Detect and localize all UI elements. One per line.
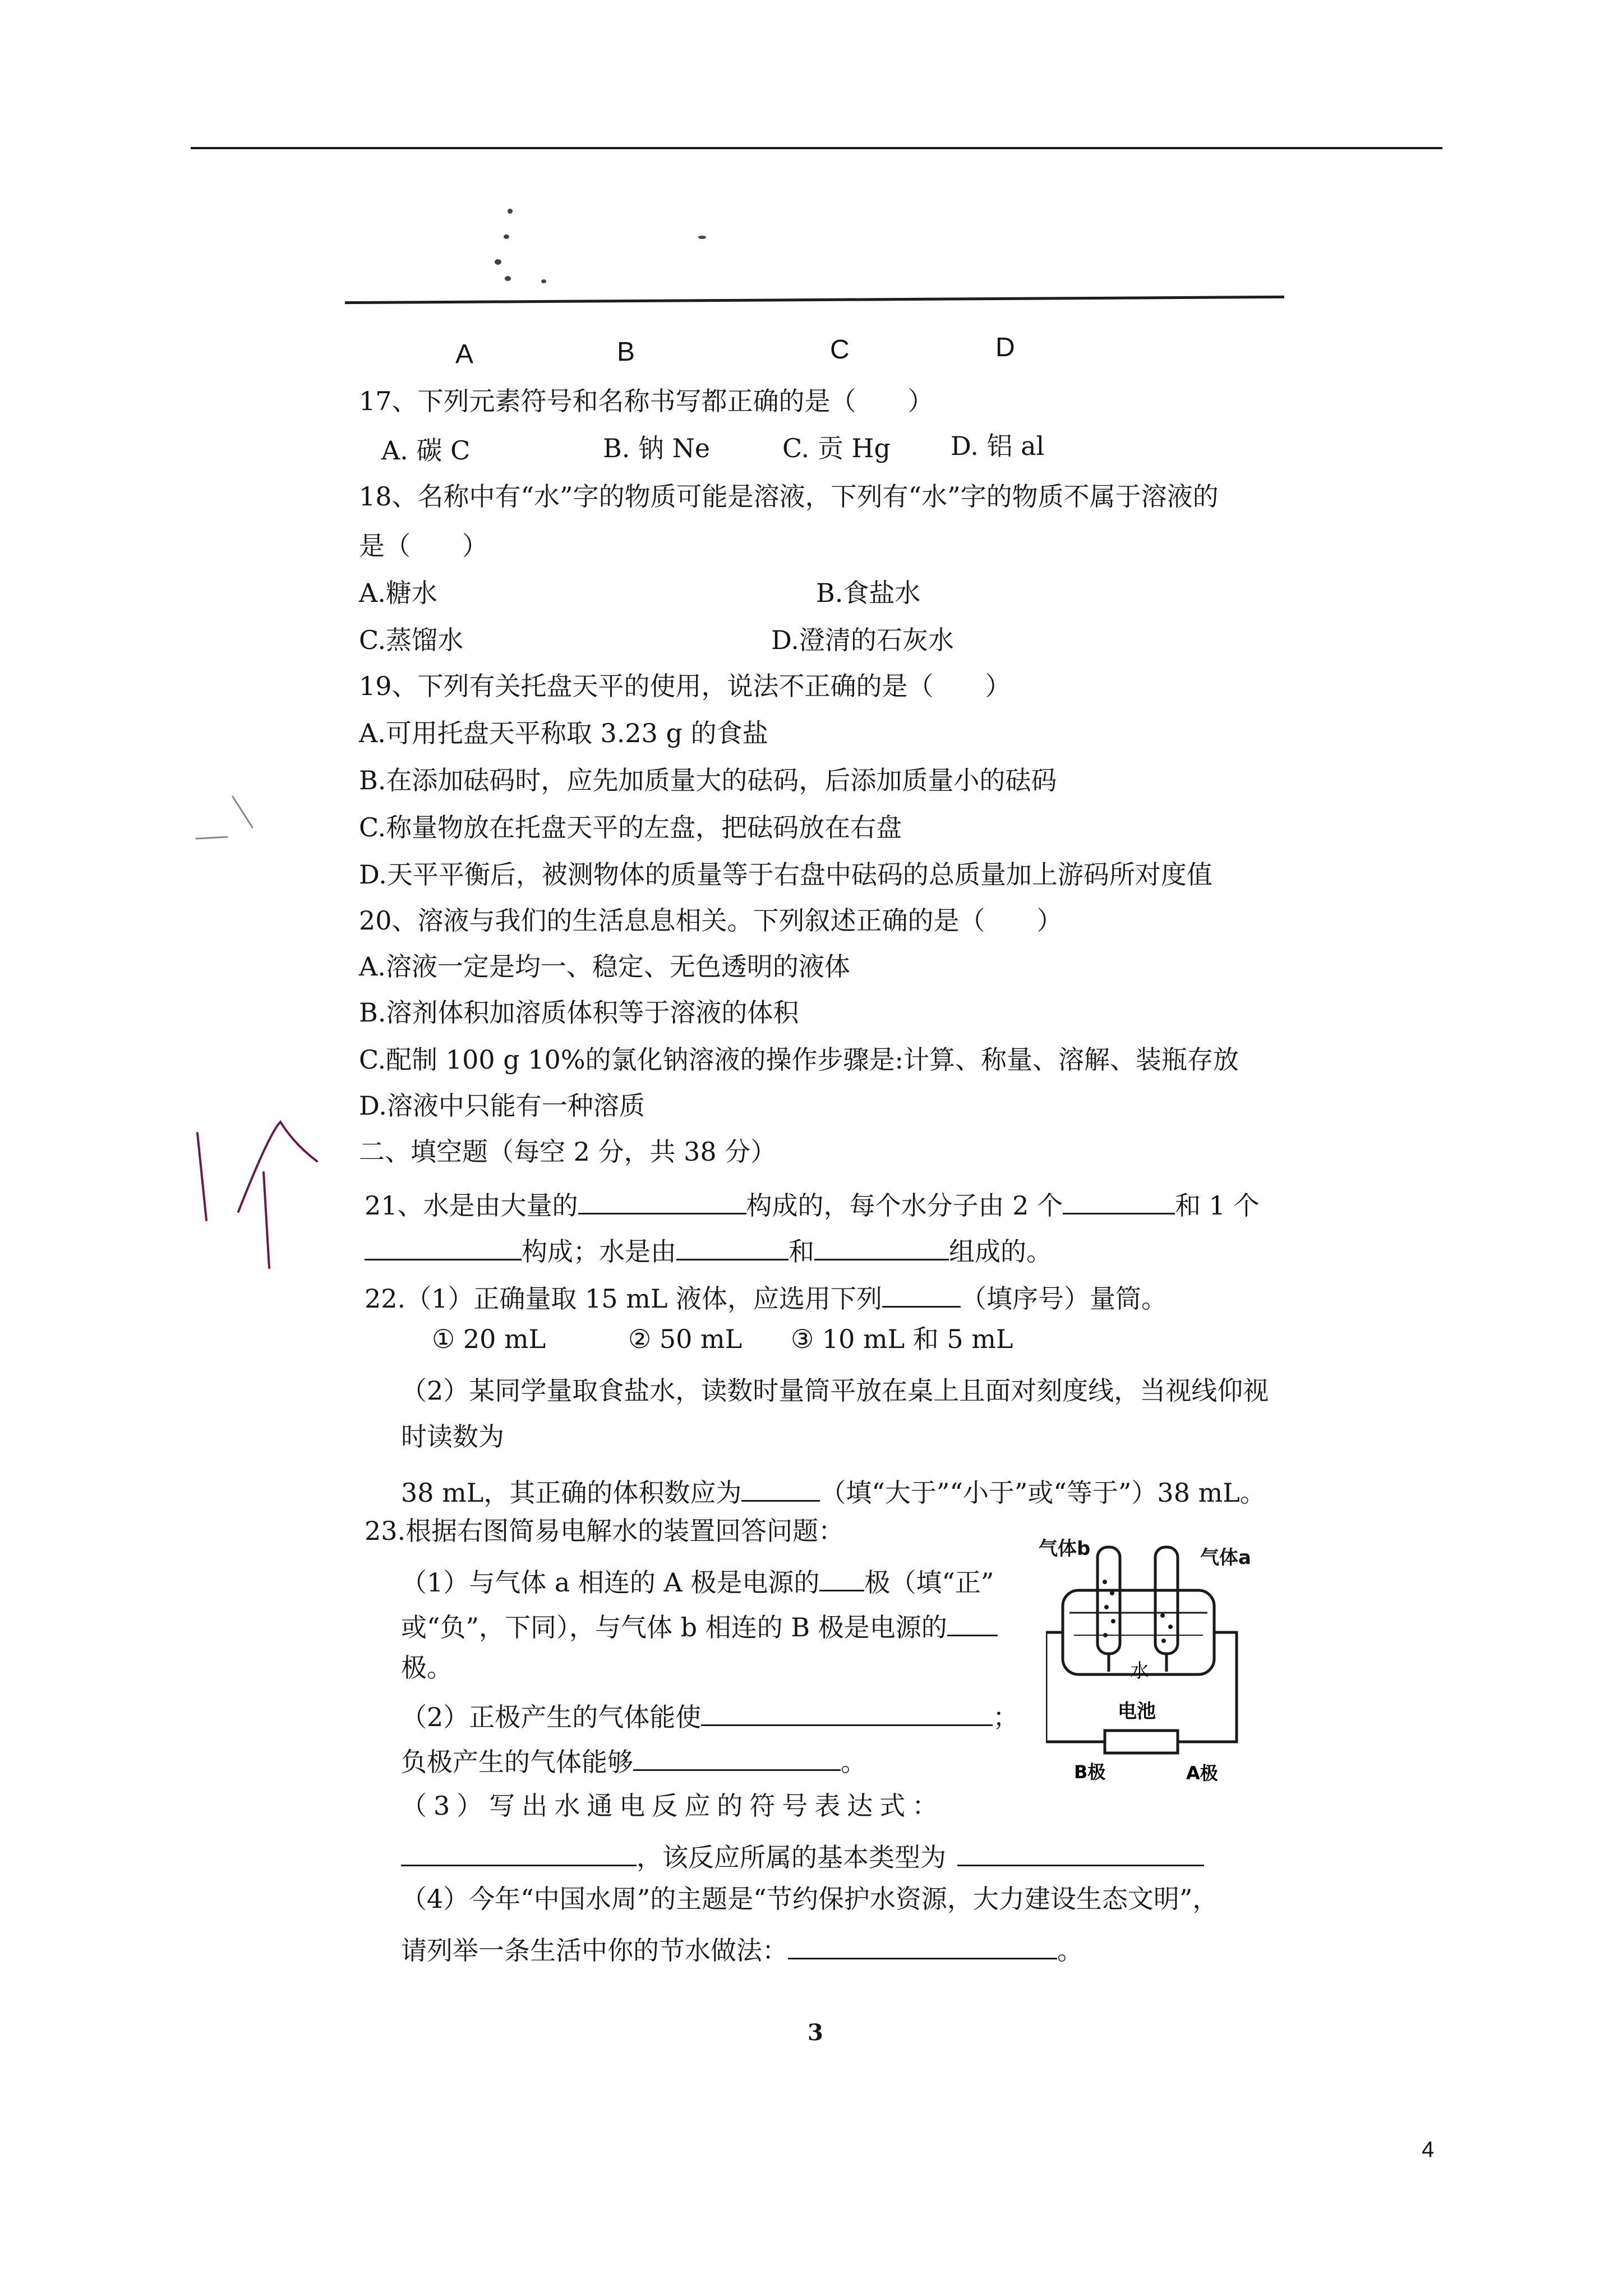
choice-label-c: C <box>830 335 850 365</box>
diagram-label-gas-a: 气体a <box>1200 1547 1251 1569</box>
battery-box <box>1105 1731 1178 1753</box>
q17-option-c: C. 贡 Hg <box>782 433 891 463</box>
q23-sub3-line1: （3）写出水通电反应的符号表达式： <box>401 1791 945 1821</box>
q23-sub4-text-c: 。 <box>1057 1935 1083 1966</box>
diagram-label-a-pole: A极 <box>1186 1763 1218 1784</box>
wire-right <box>1178 1632 1237 1742</box>
q21-blank-3[interactable] <box>365 1234 522 1260</box>
q23-sub1-text-a: （1）与气体 a 相连的 A 极是电源的 <box>401 1567 820 1598</box>
q23-sub4-line1: （4）今年“中国水周”的主题是“节约保护水资源，大力建设生态文明”， <box>401 1884 1219 1914</box>
q18-stem-line2: 是（ ） <box>359 531 488 561</box>
diagram-label-battery: 电池 <box>1118 1700 1156 1723</box>
q23-sub4-text-b: 请列举一条生活中你的节水做法： <box>401 1935 788 1966</box>
section-2-title: 二、填空题（每空 2 分，共 38 分） <box>359 1137 777 1167</box>
q18-option-a: A.糖水 <box>359 578 437 608</box>
q23-sub3-text-b: ，该反应所属的基本类型为 <box>637 1842 946 1872</box>
q23-blank-4[interactable] <box>633 1745 841 1771</box>
q20-option-a: A.溶液一定是均一、稳定、无色透明的液体 <box>359 951 850 982</box>
q20-stem: 20、溶液与我们的生活息息相关。下列叙述正确的是（ ） <box>359 905 1063 936</box>
electrolysis-diagram <box>1046 1537 1253 1801</box>
test-tube-a <box>1155 1547 1178 1654</box>
q23-sub2-text-b: ； <box>993 1702 1019 1732</box>
q21-text-5: 和 <box>789 1236 814 1267</box>
q22-part2-line1: （2）某同学量取食盐水，读数时量筒平放在桌上且面对刻度线，当视线仰视 <box>401 1375 1269 1406</box>
q22-part2-line3 <box>401 1475 1266 1506</box>
q22-blank-2[interactable] <box>741 1475 820 1502</box>
q23-blank-7[interactable] <box>788 1933 1057 1959</box>
pen-mark <box>185 785 269 853</box>
q21-text-2: 构成的，每个水分子由 2 个 <box>746 1190 1063 1221</box>
q20-option-d: D.溶液中只能有一种溶质 <box>359 1091 645 1121</box>
q23-stem: 23.根据右图简易电解水的装置回答问题： <box>365 1516 845 1546</box>
q22-part1-text-b: （填序号）量筒。 <box>961 1283 1167 1314</box>
q21-blank-4[interactable] <box>676 1234 789 1260</box>
q17-stem: 17、下列元素符号和名称书写都正确的是（ ） <box>359 386 934 416</box>
q23-sub3-line2 <box>401 1840 1204 1870</box>
q21-blank-2[interactable] <box>1063 1188 1175 1214</box>
document-page-number: 4 <box>1422 2137 1435 2162</box>
q23-sub1-line3: 极。 <box>401 1653 453 1683</box>
q21-text-3: 和 1 个 <box>1175 1190 1260 1221</box>
q23-sub2-text-a: （2）正极产生的气体能使 <box>401 1702 702 1732</box>
q21-blank-1[interactable] <box>578 1188 746 1214</box>
q21-blank-5[interactable] <box>814 1234 949 1260</box>
q23-sub1-line2 <box>401 1610 998 1640</box>
q17-option-d: D. 铝 al <box>951 431 1045 461</box>
scan-page-number: 3 <box>808 2019 823 2046</box>
scan-speck <box>698 236 706 239</box>
q21-text-6: 组成的。 <box>949 1236 1052 1267</box>
q23-blank-6[interactable] <box>957 1840 1204 1866</box>
choice-label-a: A <box>455 339 474 369</box>
q21-text-1: 21、水是由大量的 <box>365 1190 578 1221</box>
q23-sub2-line2 <box>401 1745 866 1775</box>
q23-sub1-text-b: 极（填“正” <box>864 1567 994 1598</box>
q18-option-d: D.澄清的石灰水 <box>771 625 954 655</box>
q19-stem: 19、下列有关托盘天平的使用，说法不正确的是（ ） <box>359 671 1011 701</box>
wire-left <box>1046 1632 1105 1742</box>
q22-option-2: ② 50 mL <box>628 1324 743 1354</box>
q22-part2-text-d: （填“大于”“小于”或“等于”）38 mL。 <box>820 1478 1266 1508</box>
scan-speck <box>495 259 501 265</box>
q18-option-b: B.食盐水 <box>816 578 921 608</box>
q23-blank-5[interactable] <box>401 1840 637 1866</box>
q20-option-b: B.溶剂体积加溶质体积等于溶液的体积 <box>359 997 799 1028</box>
diagram-label-water: 水 <box>1130 1660 1149 1682</box>
q19-option-c: C.称量物放在托盘天平的左盘，把砝码放在右盘 <box>359 812 902 843</box>
q23-sub2-line1 <box>401 1700 1018 1730</box>
q23-sub1-text-c: 或“负”，下同），与气体 b 相连的 B 极是电源的 <box>401 1612 947 1642</box>
header-rule <box>191 147 1442 149</box>
q22-option-1: ① 20 mL <box>432 1324 546 1354</box>
q19-option-d: D.天平平衡后，被测物体的质量等于右盘中砝码的总质量加上游码所对度值 <box>359 859 1212 890</box>
q22-part2-line2: 时读数为 <box>401 1421 504 1452</box>
q21-text-4: 构成；水是由 <box>522 1236 676 1267</box>
q23-blank-2[interactable] <box>947 1610 998 1636</box>
q23-sub4-line2 <box>401 1933 1083 1966</box>
q18-option-c: C.蒸馏水 <box>359 625 464 655</box>
q19-option-a: A.可用托盘天平称取 3.23 g 的食盐 <box>359 718 768 748</box>
choice-label-d: D <box>995 333 1015 362</box>
q18-stem-line1: 18、名称中有“水”字的物质可能是溶液，下列有“水”字的物质不属于溶液的 <box>359 481 1219 512</box>
scan-speck <box>508 209 513 214</box>
q23-sub2-text-c: 负极产生的气体能够 <box>401 1747 633 1777</box>
pen-scribble <box>185 1099 353 1279</box>
choice-label-b: B <box>617 337 635 367</box>
q21-line2 <box>365 1234 1052 1267</box>
q23-sub1-line1 <box>401 1565 994 1598</box>
q17-option-a: A. 碳 C <box>381 435 471 466</box>
q22-part2-text-c: 38 mL，其正确的体积数应为 <box>401 1478 742 1508</box>
q20-option-c: C.配制 100 g 10%的氯化钠溶液的操作步骤是:计算、称量、溶解、装瓶存放 <box>359 1045 1239 1075</box>
q19-option-b: B.在添加砝码时，应先加质量大的砝码，后添加质量小的砝码 <box>359 765 1057 795</box>
q23-sub2-text-d: 。 <box>841 1747 866 1777</box>
figure-baseline <box>345 296 1284 304</box>
diagram-label-gas-b: 气体b <box>1039 1538 1091 1560</box>
q21-line1 <box>365 1188 1260 1221</box>
q22-part1-text-a: 22.（1）正确量取 15 mL 液体，应选用下列 <box>365 1283 882 1314</box>
test-tube-b <box>1098 1547 1120 1654</box>
q22-option-3: ③ 10 mL 和 5 mL <box>791 1324 1013 1354</box>
q23-blank-3[interactable] <box>701 1700 993 1726</box>
diagram-label-b-pole: B极 <box>1074 1761 1106 1783</box>
q23-blank-1[interactable] <box>819 1565 864 1591</box>
q17-option-b: B. 钠 Ne <box>603 433 711 463</box>
q22-blank-1[interactable] <box>882 1281 961 1308</box>
scan-speck <box>505 276 511 281</box>
scan-speck <box>541 279 546 283</box>
scan-speck <box>504 234 509 239</box>
q22-part1 <box>365 1281 1167 1312</box>
